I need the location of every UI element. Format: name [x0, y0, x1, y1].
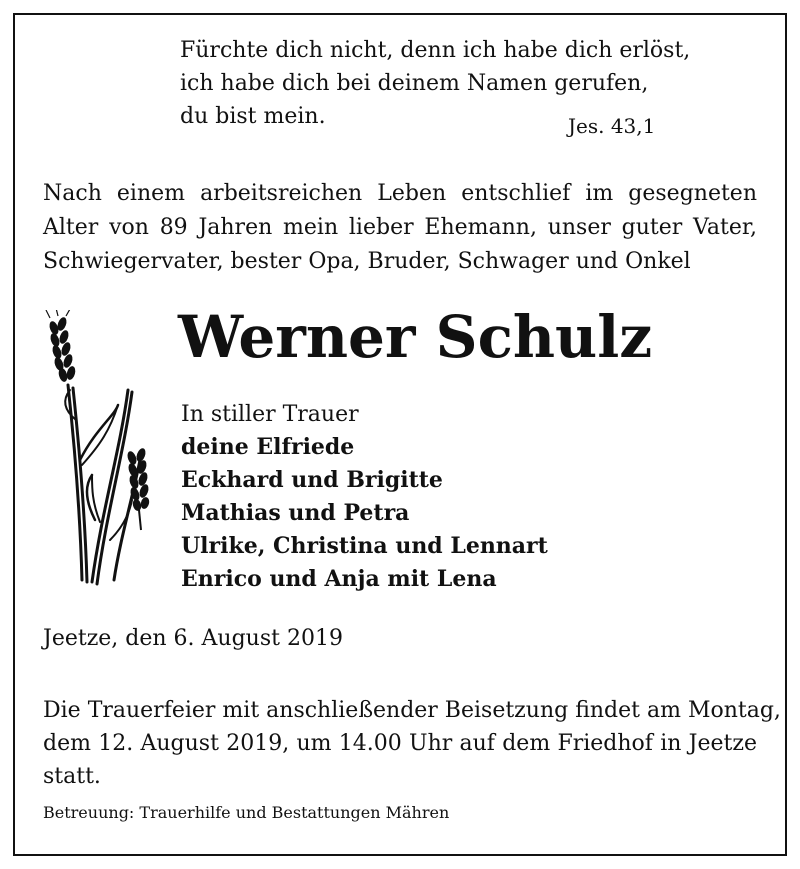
deceased-name: Werner Schulz: [178, 303, 653, 371]
verse-line: Fürchte dich nicht, denn ich habe dich erlöst,: [180, 38, 691, 63]
mourner-name: Ulrike, Christina und Lennart: [181, 533, 548, 559]
place-date: Jeetze, den 6. August 2019: [43, 626, 343, 651]
verse-line: ich habe dich bei deinem Namen gerufen,: [180, 71, 649, 96]
wheat-ears-icon: [40, 310, 165, 590]
intro-line: Schwiegervater, bester Opa, Bruder, Schwager und Onkel: [43, 249, 691, 274]
ceremony-line: statt.: [43, 764, 101, 789]
mourner-name: Eckhard und Brigitte: [181, 467, 443, 493]
intro-line: Alter von 89 Jahren mein lieber Ehemann, unser guter Vater,: [43, 215, 757, 240]
ceremony-line: dem 12. August 2019, um 14.00 Uhr auf dem Friedhof in Jeetze: [43, 731, 757, 756]
intro-text: [43, 177, 757, 279]
mourners-list: [181, 398, 701, 596]
funeral-service-credit: Betreuung: Trauerhilfe und Bestattungen Mähren: [43, 803, 450, 822]
mourner-name: Mathias und Petra: [181, 500, 410, 526]
verse-reference: Jes. 43,1: [568, 114, 656, 138]
mourners-heading: In stiller Trauer: [181, 402, 359, 427]
mourner-name: deine Elfriede: [181, 434, 355, 460]
verse-line: du bist mein.: [180, 104, 326, 129]
ceremony-line: Die Trauerfeier mit anschließender Beisetzung findet am Montag,: [43, 698, 781, 723]
mourner-name: Enrico und Anja mit Lena: [181, 566, 497, 592]
intro-line: Nach einem arbeitsreichen Leben entschlief im gesegneten: [43, 181, 757, 206]
ceremony-info: [43, 694, 781, 793]
